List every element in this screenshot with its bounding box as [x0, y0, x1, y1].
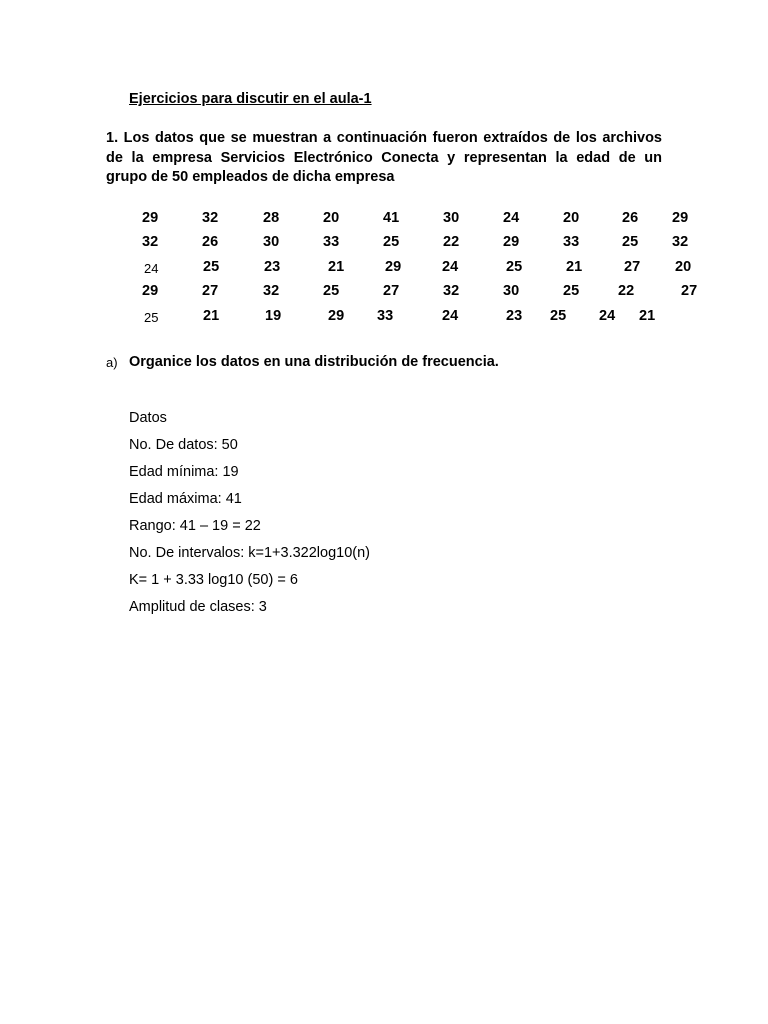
data-value: 24 — [503, 210, 520, 226]
data-value: 32 — [443, 283, 460, 299]
data-value: 23 — [506, 308, 523, 324]
notes-max-age: Edad máxima: 41 — [129, 491, 242, 507]
data-value: 23 — [264, 259, 281, 275]
data-value: 29 — [142, 210, 159, 226]
item-a-marker: a) — [106, 355, 118, 370]
problem-statement — [106, 129, 662, 188]
data-value: 30 — [263, 234, 280, 250]
data-value: 29 — [142, 283, 159, 299]
data-row-3 — [0, 259, 768, 279]
data-value: 22 — [618, 283, 635, 299]
data-value: 29 — [503, 234, 520, 250]
data-value: 25 — [506, 259, 523, 275]
data-value: 41 — [383, 210, 400, 226]
data-value: 21 — [328, 259, 345, 275]
data-value: 20 — [323, 210, 340, 226]
data-value: 32 — [142, 234, 159, 250]
data-value: 20 — [675, 259, 692, 275]
data-value: 33 — [323, 234, 340, 250]
data-value: 21 — [639, 308, 656, 324]
data-value: 22 — [443, 234, 460, 250]
data-value: 26 — [622, 210, 639, 226]
item-a-instruction: Organice los datos en una distribución de frecuencia. — [129, 354, 499, 370]
data-value: 27 — [624, 259, 641, 275]
data-value: 29 — [385, 259, 402, 275]
data-value: 24 — [144, 261, 159, 276]
notes-block — [129, 405, 370, 621]
data-value: 32 — [263, 283, 280, 299]
data-value: 25 — [203, 259, 220, 275]
data-value: 25 — [550, 308, 567, 324]
data-value: 29 — [328, 308, 345, 324]
data-value: 21 — [203, 308, 220, 324]
data-value: 26 — [202, 234, 219, 250]
data-value: 24 — [442, 308, 459, 324]
data-value: 33 — [377, 308, 394, 324]
data-value: 29 — [672, 210, 689, 226]
data-value: 25 — [144, 310, 159, 325]
problem-line-1: 1. Los datos que se muestran a continuación fueron extraídos de los archivos — [106, 130, 662, 146]
notes-range: Rango: 41 – 19 = 22 — [129, 518, 261, 534]
data-value: 30 — [503, 283, 520, 299]
data-value: 25 — [563, 283, 580, 299]
exercise-heading: Ejercicios para discutir en el aula-1 — [129, 91, 372, 107]
notes-title: Datos — [129, 410, 167, 426]
data-value: 20 — [563, 210, 580, 226]
data-value: 24 — [599, 308, 616, 324]
data-row-1 — [0, 210, 768, 230]
data-value: 32 — [202, 210, 219, 226]
data-value: 21 — [566, 259, 583, 275]
notes-min-age: Edad mínima: 19 — [129, 464, 239, 480]
data-value: 30 — [443, 210, 460, 226]
data-value: 25 — [323, 283, 340, 299]
data-value: 33 — [563, 234, 580, 250]
data-value: 24 — [442, 259, 459, 275]
data-value: 32 — [672, 234, 689, 250]
problem-line-3: grupo de 50 empleados de dicha empresa — [106, 169, 395, 185]
data-value: 25 — [622, 234, 639, 250]
data-value: 25 — [383, 234, 400, 250]
notes-num-data: No. De datos: 50 — [129, 437, 238, 453]
data-row-2 — [0, 234, 768, 254]
notes-intervals: No. De intervalos: k=1+3.322log10(n) — [129, 545, 371, 561]
data-row-4 — [0, 283, 768, 303]
problem-line-2: de la empresa Servicios Electrónico Conecta y representan la edad de un — [106, 149, 662, 166]
data-value: 28 — [263, 210, 280, 226]
data-value: 27 — [383, 283, 400, 299]
data-value: 19 — [265, 308, 282, 324]
data-row-5 — [0, 308, 768, 328]
data-value: 27 — [681, 283, 698, 299]
notes-k-value: K= 1 + 3.33 log10 (50) = 6 — [129, 572, 298, 588]
data-value: 27 — [202, 283, 219, 299]
notes-class-width: Amplitud de clases: 3 — [129, 599, 267, 615]
